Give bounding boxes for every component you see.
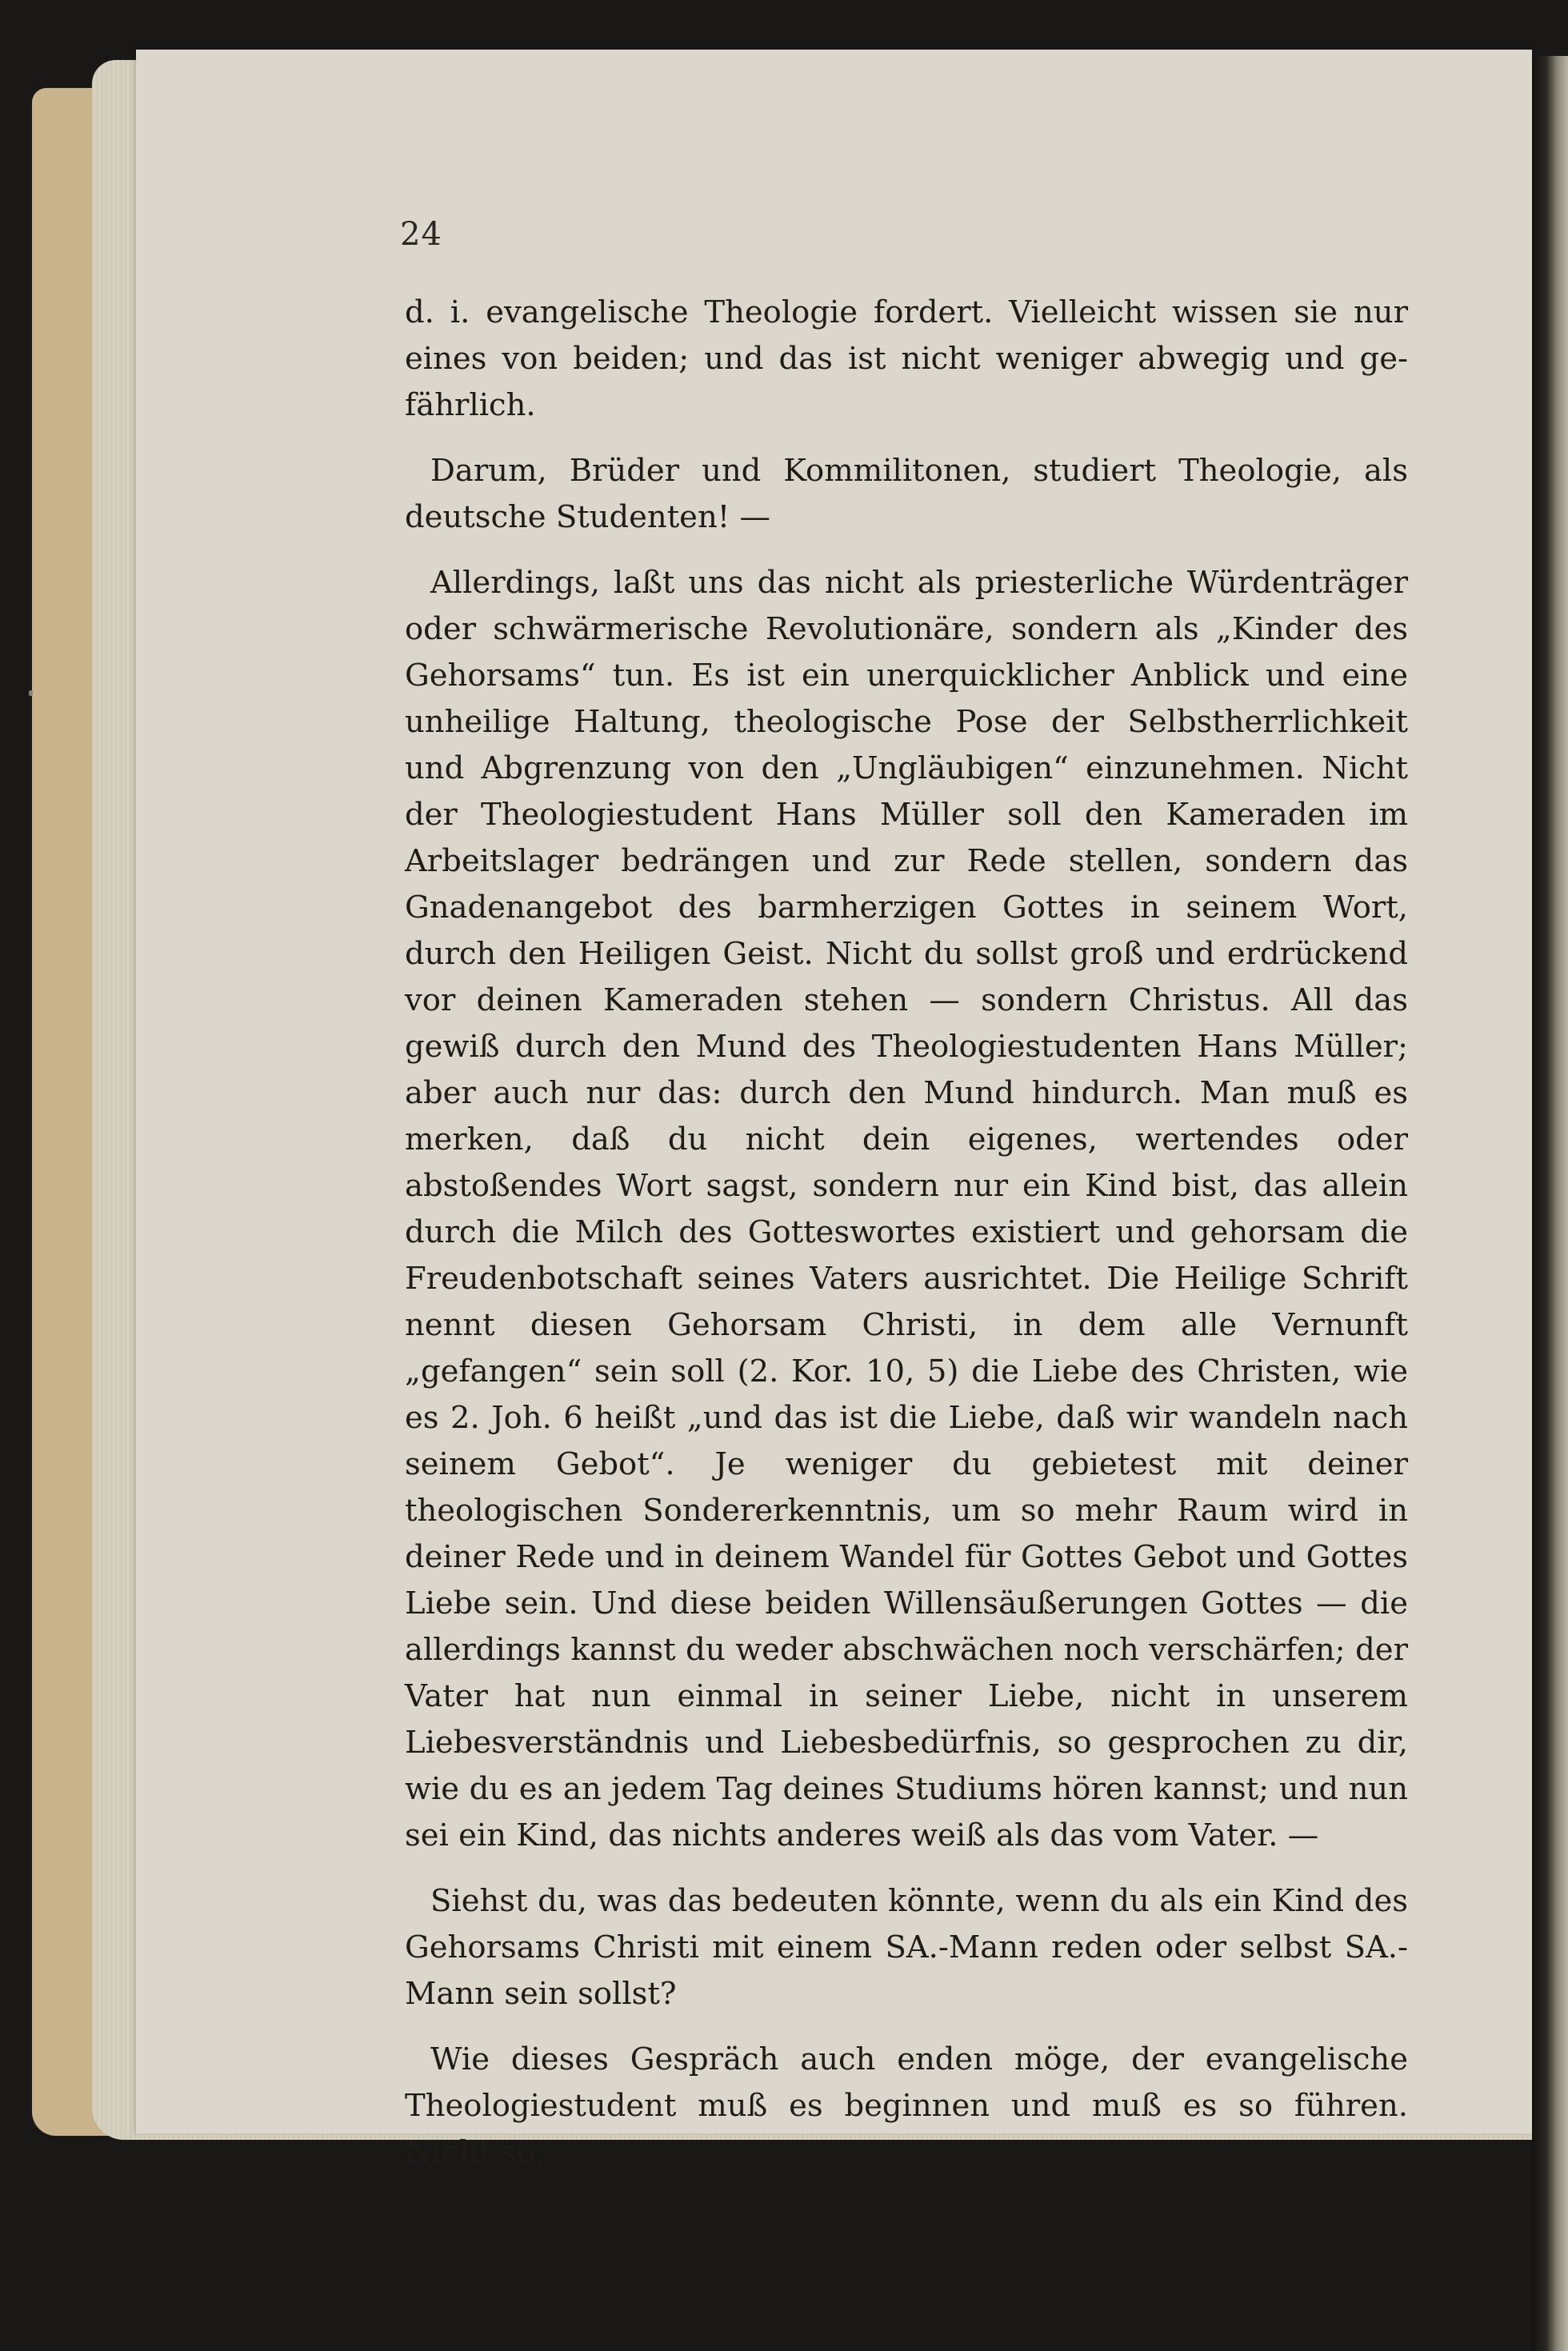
paragraph-2: Darum, Brüder und Kommilitonen, studiert Theologie, als deutsche Studenten! —: [405, 453, 1408, 535]
book-spine-shadow: [1532, 56, 1568, 2351]
paragraph-1: d. i. evangelische Theologie fordert. Vielleicht wissen sie nur eines von beiden; und das ist nicht weniger abwegig und gefährlich.: [405, 294, 1408, 423]
margin-mark: [29, 690, 33, 696]
paragraph-4: Siehst du, was das bedeuten könnte, wenn du als ein Kind des Gehorsams Christi mit einem SA.-Mann reden oder selbst SA.-Mann sein sollst?: [405, 1883, 1408, 2012]
page-number: 24: [400, 216, 442, 253]
page-text: [405, 290, 1408, 2176]
paragraph-5: Wie dieses Gespräch auch enden möge, der evangelische Theologiestudent muß es beginnen und muß es so führen. Nicht so,: [405, 2041, 1408, 2170]
paragraph-3: Allerdings, laßt uns das nicht als priesterliche Würdenträger oder schwärmerische Revolutionäre, sondern als „Kinder des Gehorsams“ tun. Es ist ein unerquicklicher Anblick und eine unheilige Haltung, theologische Pose der Selbstherrlichkeit und Abgrenzung von den „Ungläubigen“ einzunehmen. Nicht der Theologiestudent Hans Müller soll den Kameraden im Arbeitslager bedrängen und zur Rede stellen, sondern das Gnadenangebot des barmherzigen Gottes in seinem Wort, durch den Heiligen Geist. Nicht du sollst groß und erdrückend vor deinen Kameraden stehen — sondern Christus. All das gewiß durch den Mund des Theologiestudenten Hans Müller; aber auch nur das: durch den Mund hindurch. Man muß es merken, daß du nicht dein eigenes, wertendes oder abstoßendes Wort sagst, sondern nur ein Kind bist, das allein durch die Milch des Gotteswortes existiert und gehorsam die Freudenbotschaft seines Vaters ausrichtet. Die Heilige Schrift nennt diesen Gehorsam Christi, in dem alle Vernunft „gefangen“ sein soll (2. Kor. 10, 5) die Liebe des Christen, wie es 2. Joh. 6 heißt „und das ist die Liebe, daß wir wandeln nach seinem Gebot“. Je weniger du gebietest mit deiner theologischen Sondererkenntnis, um so mehr Raum wird in deiner Rede und in deinem Wandel für Gottes Gebot und Gottes Liebe sein. Und diese beiden Willensäußerungen Gottes — die allerdings kannst du weder abschwächen noch verschärfen; der Vater hat nun einmal in seiner Liebe, nicht in unserem Liebesverständnis und Liebesbedürfnis, so gesprochen zu dir, wie du es an jedem Tag deines Studiums hören kannst; und nun sei ein Kind, das nichts anderes weiß als das vom Vater. —: [405, 565, 1408, 1853]
